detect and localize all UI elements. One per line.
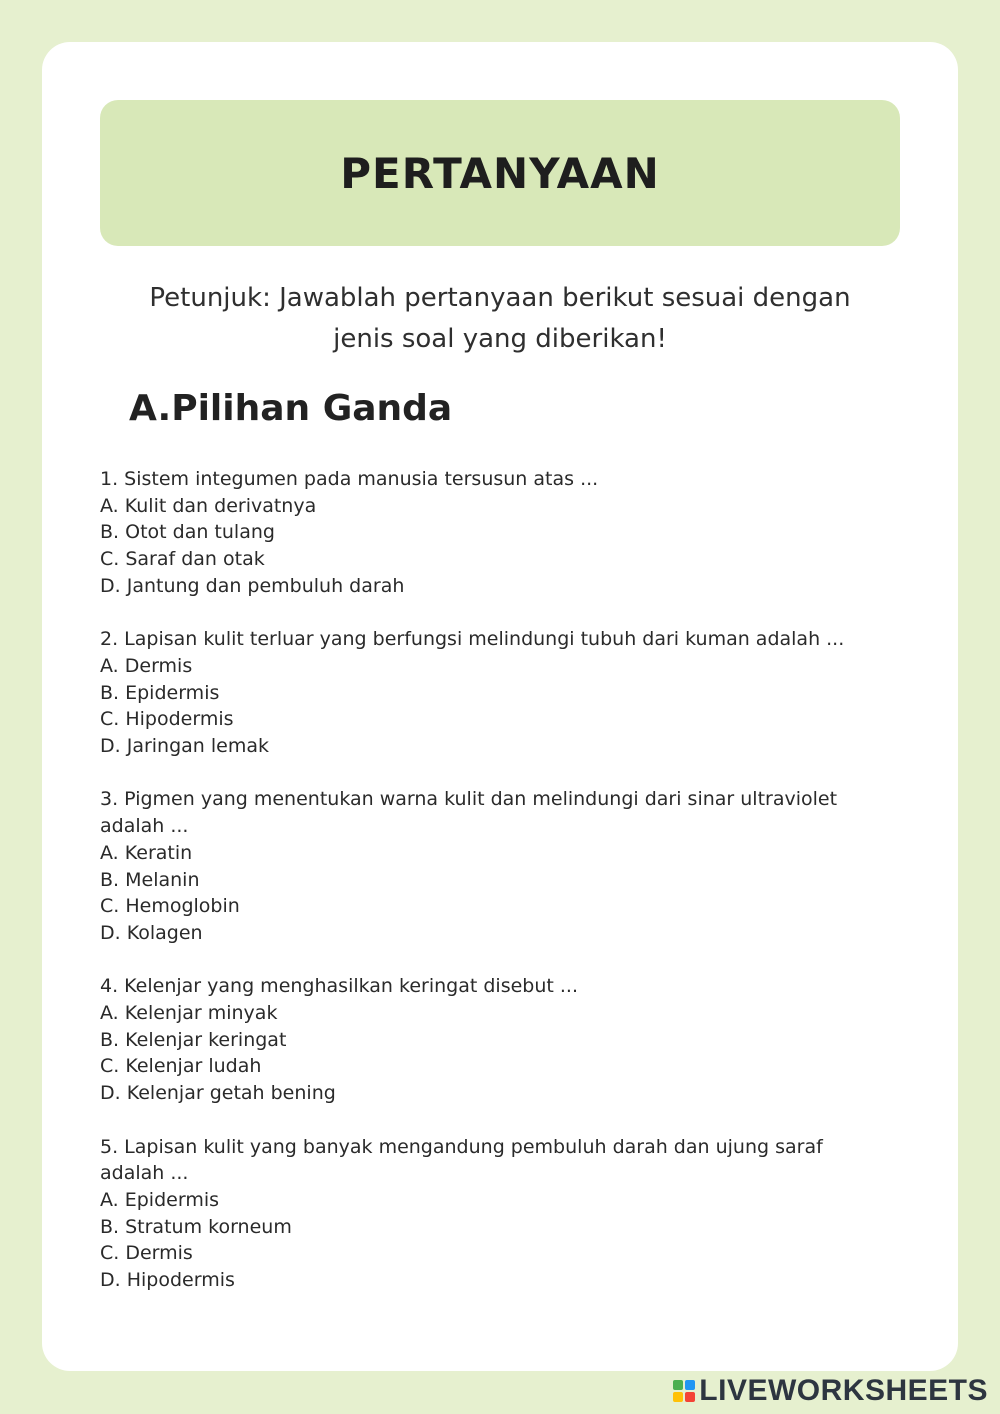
logo-block-icon xyxy=(673,1380,683,1390)
logo-block-icon xyxy=(685,1380,695,1390)
question-text: 2. Lapisan kulit terluar yang berfungsi melindungi tubuh dari kuman adalah ... xyxy=(100,628,845,651)
logo-block-icon xyxy=(673,1392,683,1402)
question-4 xyxy=(100,973,860,1107)
question-list xyxy=(100,466,860,1320)
section-heading: A.Pilihan Ganda xyxy=(129,388,453,429)
page-title: PERTANYAAN xyxy=(340,148,660,198)
option-a[interactable]: A. Epidermis xyxy=(100,1188,220,1211)
option-a[interactable]: A. Kulit dan derivatnya xyxy=(100,494,317,517)
option-c[interactable]: C. Hipodermis xyxy=(100,708,234,731)
question-5 xyxy=(100,1134,860,1294)
question-text: 3. Pigmen yang menentukan warna kulit dan melindungi dari sinar ultraviolet xyxy=(100,788,838,811)
worksheet-card xyxy=(42,42,958,1371)
title-banner xyxy=(100,100,900,246)
option-c[interactable]: C. Saraf dan otak xyxy=(100,548,265,571)
question-2 xyxy=(100,626,860,760)
option-d[interactable]: D. Kelenjar getah bening xyxy=(100,1082,336,1105)
option-c[interactable]: C. Hemoglobin xyxy=(100,895,240,918)
question-text: 4. Kelenjar yang menghasilkan keringat disebut ... xyxy=(100,975,578,998)
question-text: 5. Lapisan kulit yang banyak mengandung pembuluh darah dan ujung saraf xyxy=(100,1135,823,1158)
option-d[interactable]: D. Jantung dan pembuluh darah xyxy=(100,574,405,597)
instructions xyxy=(100,278,900,360)
brand-name: LIVEWORKSHEETS xyxy=(699,1374,988,1407)
option-d[interactable]: D. Hipodermis xyxy=(100,1269,235,1292)
option-b[interactable]: B. Stratum korneum xyxy=(100,1215,292,1238)
question-text: 1. Sistem integumen pada manusia tersusun atas ... xyxy=(100,468,599,490)
option-b[interactable]: B. Otot dan tulang xyxy=(100,521,275,544)
instructions-line-2: jenis soal yang diberikan! xyxy=(333,324,667,354)
logo-block-icon xyxy=(685,1392,695,1402)
option-c[interactable]: C. Kelenjar ludah xyxy=(100,1055,262,1078)
question-text-cont: adalah ... xyxy=(100,815,189,838)
option-d[interactable]: D. Kolagen xyxy=(100,921,203,944)
question-text-cont: adalah ... xyxy=(100,1162,189,1185)
option-c[interactable]: C. Dermis xyxy=(100,1242,193,1265)
option-a[interactable]: A. Keratin xyxy=(100,841,193,864)
liveworksheets-logo[interactable] xyxy=(673,1374,988,1408)
logo-blocks-icon xyxy=(673,1380,695,1402)
option-a[interactable]: A. Dermis xyxy=(100,654,193,677)
option-a[interactable]: A. Kelenjar minyak xyxy=(100,1002,278,1025)
question-3 xyxy=(100,786,860,946)
option-d[interactable]: D. Jaringan lemak xyxy=(100,735,269,758)
option-b[interactable]: B. Epidermis xyxy=(100,681,220,704)
question-1 xyxy=(100,466,860,600)
option-b[interactable]: B. Kelenjar keringat xyxy=(100,1028,287,1051)
instructions-line-1: Petunjuk: Jawablah pertanyaan berikut sesuai dengan xyxy=(149,283,851,313)
option-b[interactable]: B. Melanin xyxy=(100,868,200,891)
